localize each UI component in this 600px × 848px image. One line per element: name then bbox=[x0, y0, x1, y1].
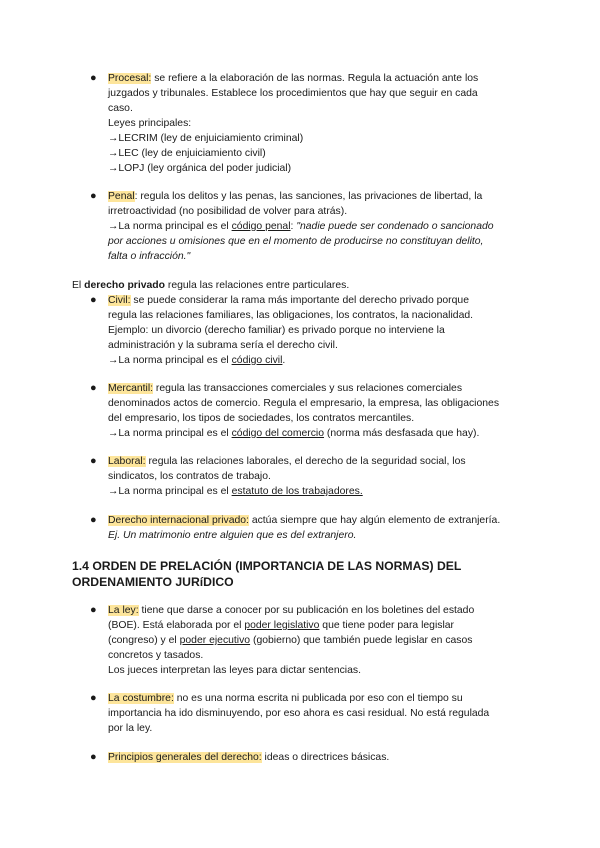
section-heading-line-2: ORDENAMIENTO JURíDICO bbox=[72, 575, 234, 589]
law-item: →LEC (ley de enjuiciamiento civil) bbox=[108, 148, 266, 159]
ley-line-2: (BOE). Está elaborada por el poder legislativo que tiene poder para legislar bbox=[108, 620, 454, 631]
codigo-penal-link: código penal bbox=[231, 221, 291, 232]
procesal-line-1: Procesal: se refiere a la elaboración de las normas. Regula la actuación ante los bbox=[108, 73, 479, 84]
term-civil: Civil: bbox=[108, 295, 131, 306]
term-mercantil: Mercantil: bbox=[108, 383, 154, 394]
costumbre-line-2: importancia ha ido disminuyendo, por eso ahora es casi residual. No está regulada bbox=[108, 708, 490, 719]
bullet-dot: ● bbox=[90, 751, 97, 763]
penal-line-2: irretroactividad (no posibilidad de volver para atrás). bbox=[108, 206, 348, 217]
bullet-dot: ● bbox=[90, 455, 97, 467]
ley-line-5: Los jueces interpretan las leyes para dictar sentencias. bbox=[108, 665, 361, 676]
privado-intro: El derecho privado regula las relaciones entre particulares. bbox=[72, 280, 350, 291]
estatuto-link: estatuto de los trabajadores. bbox=[231, 486, 363, 497]
term-principios: Principios generales del derecho: bbox=[108, 752, 262, 763]
dip-example: Ej. Un matrimonio entre alguien que es del extranjero. bbox=[108, 530, 357, 541]
codigo-comercio-link: código del comercio bbox=[231, 428, 325, 439]
laboral-line-1: Laboral: regula las relaciones laborales, el derecho de la seguridad social, los bbox=[108, 456, 466, 467]
civil-line-2: regula las relaciones familiares, las obligaciones, los contratos, la nacionalidad. bbox=[108, 310, 474, 321]
bullet-dot: ● bbox=[90, 294, 97, 306]
civil-line-4: administración y la subrama sería el derecho civil. bbox=[108, 340, 338, 351]
term-penal: Penal bbox=[108, 191, 135, 202]
law-item: →LOPJ (ley orgánica del poder judicial) bbox=[108, 163, 292, 174]
procesal-line-2: juzgados y tribunales. Establece los procedimientos que hay que seguir en cada bbox=[108, 88, 478, 99]
civil-line-1: Civil: se puede considerar la rama más importante del derecho privado porque bbox=[108, 295, 469, 306]
civil-line-5: →La norma principal es el código civil. bbox=[108, 355, 286, 366]
term-laboral: Laboral: bbox=[108, 456, 146, 467]
laboral-line-3: →La norma principal es el estatuto de los trabajadores. bbox=[108, 486, 363, 497]
mercantil-line-4: →La norma principal es el código del comercio (norma más desfasada que hay). bbox=[108, 428, 480, 439]
bullet-dot: ● bbox=[90, 692, 97, 704]
laboral-line-2: sindicatos, los contratos de trabajo. bbox=[108, 471, 271, 482]
dip-line-1: Derecho internacional privado: actúa siempre que hay algún elemento de extranjería. bbox=[108, 515, 501, 526]
term-costumbre: La costumbre: bbox=[108, 693, 174, 704]
penal-line-1: Penal: regula los delitos y las penas, las sanciones, las privaciones de libertad, la bbox=[108, 191, 483, 202]
penal-quote: "nadie puede ser condenado o sancionado bbox=[296, 221, 494, 232]
procesal-line-4: Leyes principales: bbox=[108, 118, 192, 129]
ley-line-3: (congreso) y el poder ejecutivo (gobierno) que también puede legislar en casos bbox=[108, 635, 473, 646]
penal-quote-line-2: por acciones u omisiones que en el momento de producirse no constituyan delito, bbox=[108, 236, 484, 247]
section-heading: 1.4 ORDEN DE PRELACIÓN (IMPORTANCIA DE LAS NORMAS) DEL bbox=[72, 559, 462, 573]
term-ley: La ley: bbox=[108, 605, 139, 616]
bullet-dot: ● bbox=[90, 382, 97, 394]
costumbre-line-1: La costumbre: no es una norma escrita ni publicada por eso con el tiempo su bbox=[108, 693, 463, 704]
penal-quote-line-3: falta o infracción." bbox=[108, 251, 191, 262]
ley-line-1: La ley: tiene que darse a conocer por su publicación en los boletines del estado bbox=[108, 605, 475, 616]
principios-line-1: Principios generales del derecho: ideas o directrices básicas. bbox=[108, 752, 390, 763]
poder-ejecutivo-link: poder ejecutivo bbox=[179, 635, 251, 646]
bullet-dot: ● bbox=[90, 72, 97, 84]
bullet-dot: ● bbox=[90, 604, 97, 616]
codigo-civil-link: código civil bbox=[231, 355, 283, 366]
poder-legislativo-link: poder legislativo bbox=[244, 620, 320, 631]
procesal-line-3: caso. bbox=[108, 103, 133, 114]
ley-line-4: concretos y tasados. bbox=[108, 650, 204, 661]
mercantil-line-2: denominados actos de comercio. Regula el empresario, la empresa, las obligaciones bbox=[108, 398, 500, 409]
costumbre-line-3: por la ley. bbox=[108, 723, 153, 734]
mercantil-line-1: Mercantil: regula las transacciones comerciales y sus relaciones comerciales bbox=[108, 383, 463, 394]
bullet-dot: ● bbox=[90, 190, 97, 202]
mercantil-line-3: del empresario, los tipos de sociedades, los contratos mercantiles. bbox=[108, 413, 415, 424]
law-item: →LECRIM (ley de enjuiciamiento criminal) bbox=[108, 133, 304, 144]
civil-line-3: Ejemplo: un divorcio (derecho familiar) es privado porque no interviene la bbox=[108, 325, 445, 336]
term-procesal: Procesal: bbox=[108, 73, 152, 84]
penal-line-3: →La norma principal es el código penal: "nadie puede ser condenado o sancionado bbox=[108, 221, 494, 232]
term-dip: Derecho internacional privado: bbox=[108, 515, 249, 526]
bullet-dot: ● bbox=[90, 514, 97, 526]
